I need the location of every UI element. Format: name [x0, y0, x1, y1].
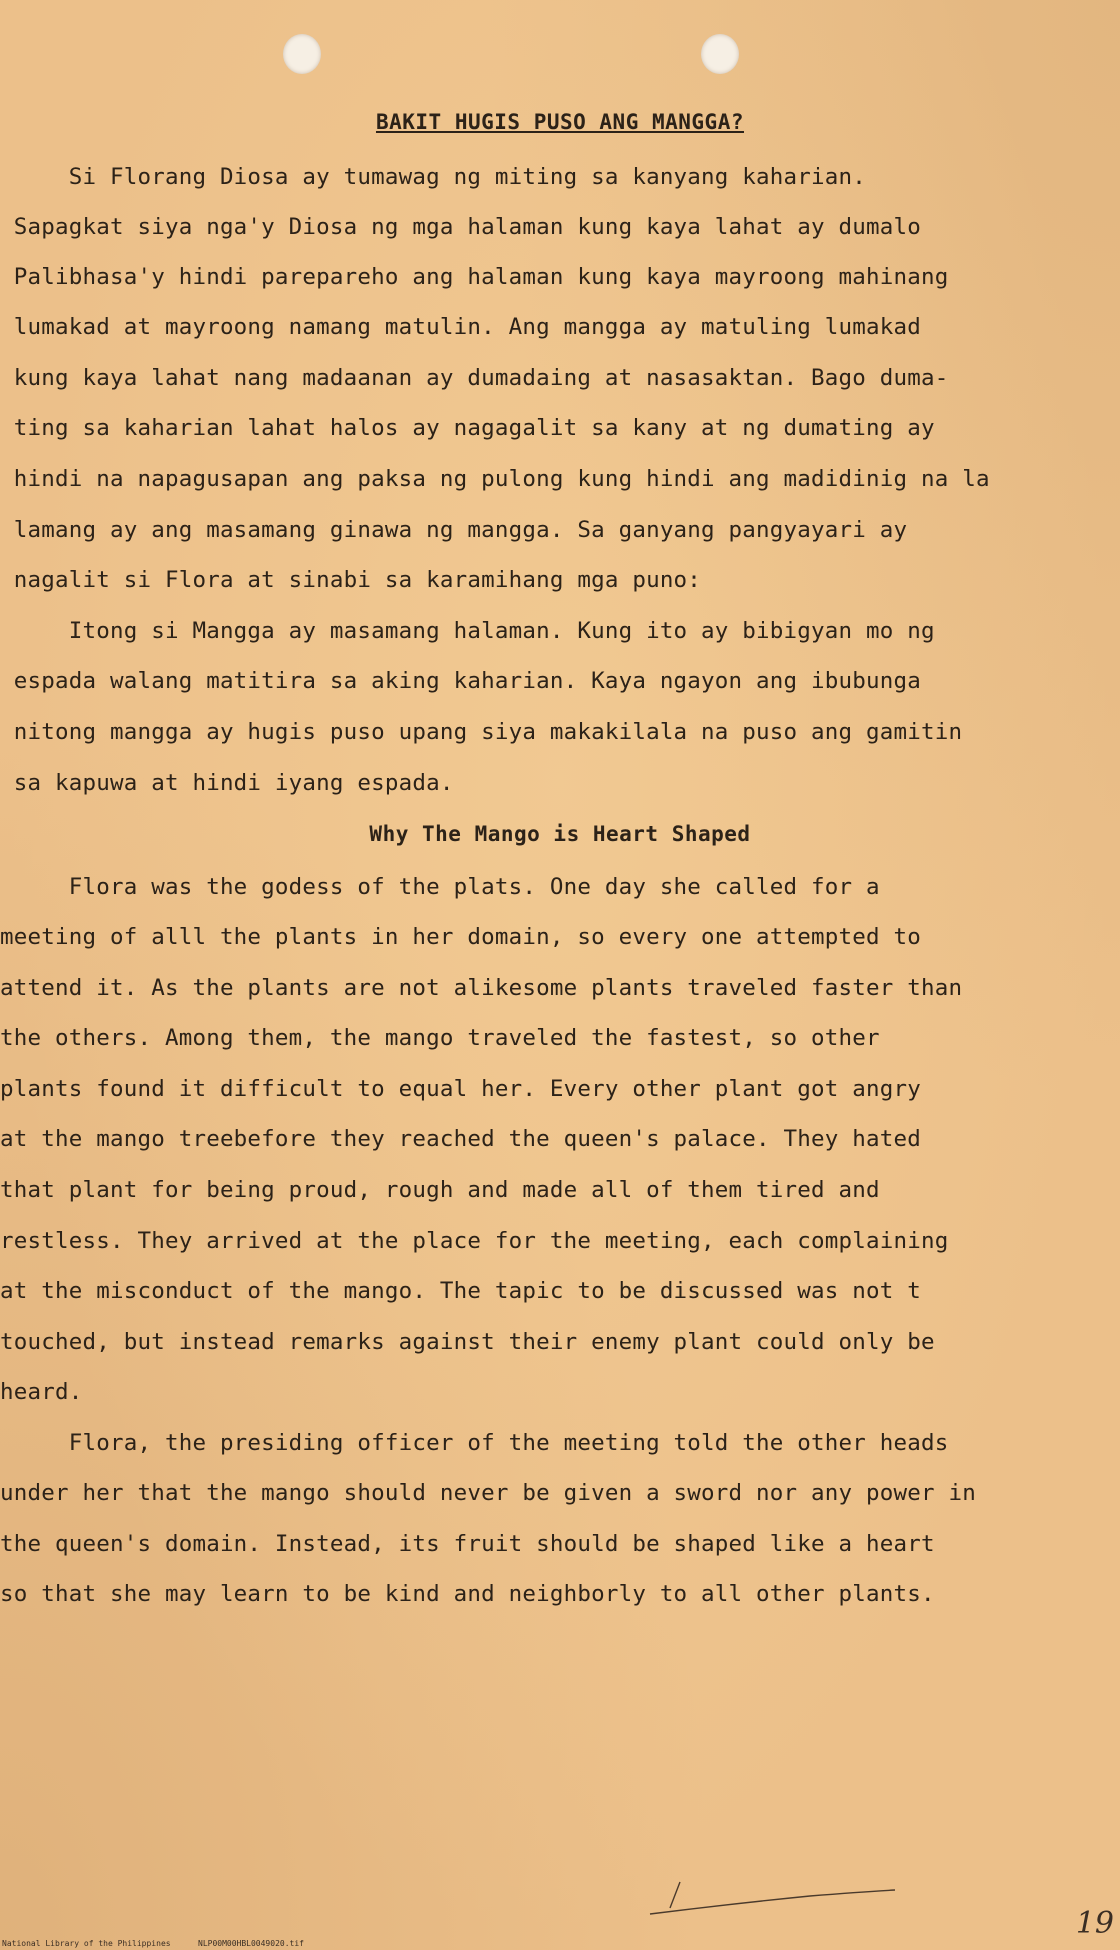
text-line: the others. Among them, the mango traveled the fastest, so other: [0, 1025, 880, 1051]
text-line: sa kapuwa at hindi iyang espada.: [0, 770, 454, 796]
pencil-signature-mark: [640, 1868, 900, 1928]
text-line: at the misconduct of the mango. The tapic to be discussed was not t: [0, 1278, 921, 1304]
text-line: ting sa kaharian lahat halos ay nagagalit sa kany at ng dumating ay: [0, 415, 935, 441]
text-line: Itong si Mangga ay masamang halaman. Kung ito ay bibigyan mo ng: [0, 618, 935, 644]
text-line: Sapagkat siya nga'y Diosa ng mga halaman kung kaya lahat ay dumalo: [0, 214, 921, 240]
page-number: 19: [1075, 1906, 1114, 1941]
text-line: espada walang matitira sa aking kaharian. Kaya ngayon ang ibubunga: [0, 668, 921, 694]
text-line: the queen's domain. Instead, its fruit should be shaped like a heart: [0, 1531, 935, 1557]
text-line: hindi na napagusapan ang paksa ng pulong kung hindi ang madidinig na la: [0, 466, 990, 492]
footer-library-label: National Library of the Philippines: [2, 1939, 171, 1948]
text-line: Si Florang Diosa ay tumawag ng miting sa kanyang kaharian.: [0, 164, 867, 190]
text-line: under her that the mango should never be given a sword nor any power in: [0, 1480, 976, 1506]
text-line: Flora was the godess of the plats. One day she called for a: [0, 874, 880, 900]
text-line: attend it. As the plants are not alikesome plants traveled faster than: [0, 975, 963, 1001]
text-line: so that she may learn to be kind and neighborly to all other plants.: [0, 1581, 935, 1607]
text-line: plants found it difficult to equal her. Every other plant got angry: [0, 1076, 921, 1102]
footer-filename-label: NLP00M00HBL0049020.tif: [198, 1939, 304, 1948]
punch-hole-right: [701, 34, 739, 74]
text-line: Palibhasa'y hindi parepareho ang halaman kung kaya mayroong mahinang: [0, 264, 949, 290]
text-line: nitong mangga ay hugis puso upang siya makakilala na puso ang gamitin: [0, 719, 963, 745]
text-line: heard.: [0, 1379, 83, 1405]
punch-hole-left: [283, 34, 321, 74]
text-line: lumakad at mayroong namang matulin. Ang mangga ay matuling lumakad: [0, 314, 921, 340]
text-line: touched, but instead remarks against their enemy plant could only be: [0, 1329, 935, 1355]
text-line: at the mango treebefore they reached the queen's palace. They hated: [0, 1126, 921, 1152]
text-line: that plant for being proud, rough and made all of them tired and: [0, 1177, 880, 1203]
text-line: meeting of alll the plants in her domain, so every one attempted to: [0, 924, 921, 950]
text-line: restless. They arrived at the place for the meeting, each complaining: [0, 1228, 949, 1254]
text-line: kung kaya lahat nang madaanan ay dumadaing at nasasaktan. Bago duma-: [0, 365, 949, 391]
text-line: Flora, the presiding officer of the meeting told the other heads: [0, 1430, 949, 1456]
document-title: BAKIT HUGIS PUSO ANG MANGGA?: [375, 110, 744, 134]
english-title: Why The Mango is Heart Shaped: [369, 822, 751, 846]
text-line: nagalit si Flora at sinabi sa karamihang mga puno:: [0, 567, 702, 593]
text-line: lamang ay ang masamang ginawa ng mangga. Sa ganyang pangyayari ay: [0, 517, 908, 543]
